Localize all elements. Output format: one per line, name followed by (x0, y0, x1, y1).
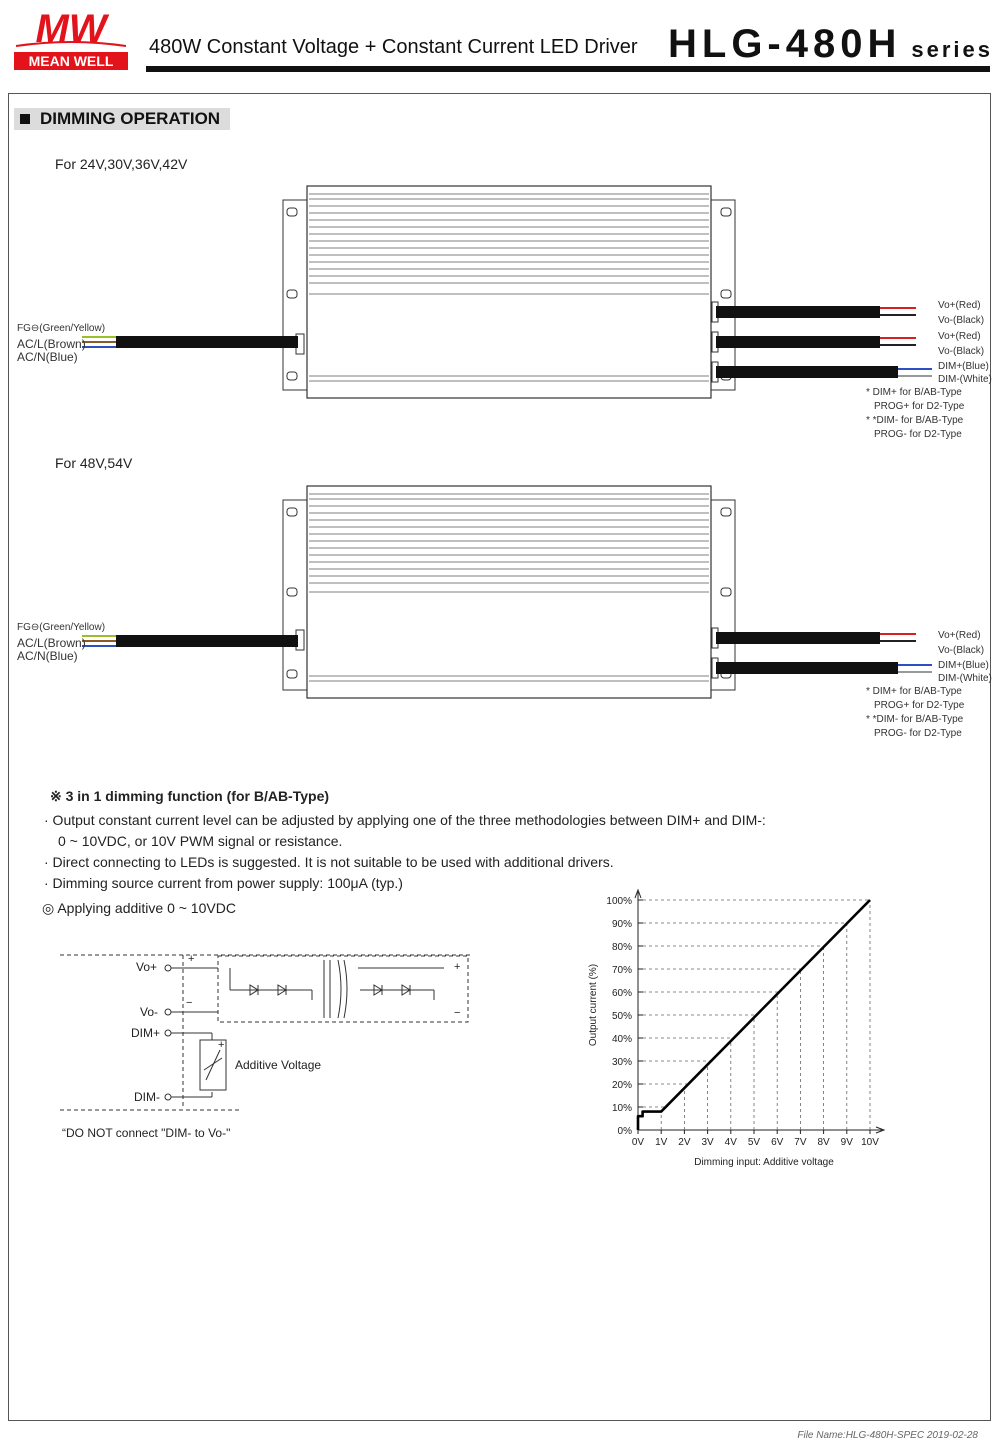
dimming-bullet-1: · Output constant current level can be adjusted by applying one of the three methodologies between DIM+ and DIM-: (44, 812, 766, 828)
diagram2-input-fg: FG⊖(Green/Yellow) (17, 622, 106, 633)
diagram2-out-3: DIM+(Blue) (938, 660, 989, 671)
diagram1-out-6: DIM-(White) (938, 374, 992, 385)
diagram1-note-2: PROG+ for D2-Type (874, 401, 965, 412)
diagram1-out-1: Vo+(Red) (938, 300, 981, 311)
x-tick-label: 6V (771, 1137, 784, 1148)
x-tick-label: 0V (631, 1137, 645, 1148)
x-tick-label: 3V (701, 1137, 714, 1148)
diagram1-note-4: PROG- for D2-Type (874, 429, 962, 440)
section-bullet-icon (20, 114, 30, 124)
x-tick-label: 2V (678, 1137, 691, 1148)
circuit-minus-1: − (186, 997, 193, 1009)
model-title (668, 22, 993, 67)
product-subtitle: 480W Constant Voltage + Constant Current LED Driver (149, 36, 638, 58)
diagram2-caption: For 48V,54V (55, 455, 133, 471)
diagram2-input-acl: AC/L(Brown) (17, 636, 86, 650)
diagram2-out-2: Vo-(Black) (938, 645, 985, 656)
logo-letters: MW (35, 7, 107, 51)
dimming-mode: ◎ Applying additive 0 ~ 10VDC (42, 900, 236, 916)
dimming-bullet-3: · Dimming source current from power supply: 100μA (typ.) (44, 875, 403, 891)
diagram1-out-4: Vo-(Black) (938, 346, 985, 357)
dimming-circuit (0, 940, 480, 1120)
y-tick-label: 20% (611, 1080, 632, 1091)
y-tick-label: 30% (611, 1057, 632, 1068)
x-tick-label: 5V (747, 1137, 761, 1148)
y-tick-label: 70% (611, 965, 632, 976)
circuit-plus-3: + (218, 1039, 225, 1051)
diagram2-note-1: * DIM+ for B/AB-Type (866, 686, 962, 697)
dimming-heading: ※ 3 in 1 dimming function (for B/AB-Type) (50, 788, 330, 804)
x-tick-label: 1V (655, 1137, 668, 1148)
diagram1-note-3: * *DIM- for B/AB-Type (866, 415, 964, 426)
additive-voltage-label: Additive Voltage (235, 1058, 322, 1072)
model-name: HLG-480H (668, 22, 902, 66)
y-tick-label: 50% (611, 1011, 632, 1022)
x-tick-label: 4V (724, 1137, 737, 1148)
mean-well-logo (10, 6, 132, 72)
x-axis-label: Dimming input: Additive voltage (694, 1157, 834, 1168)
section-heading (14, 108, 230, 130)
circuit-warning: “DO NOT connect "DIM- to Vo-" (62, 1126, 231, 1140)
diagram1-caption: For 24V,30V,36V,42V (55, 156, 188, 172)
diagram1-input-acl: AC/L(Brown) (17, 337, 86, 351)
diagram2-note-3: * *DIM- for B/AB-Type (866, 714, 964, 725)
diagram1-out-5: DIM+(Blue) (938, 361, 989, 372)
x-tick-label: 7V (794, 1137, 807, 1148)
y-tick-label: 100% (606, 896, 632, 907)
driver-drawing-2 (0, 478, 1000, 708)
dimming-bullet-2: · Direct connecting to LEDs is suggested. It is not suitable to be used with additional drivers. (44, 854, 614, 870)
diagram1-out-3: Vo+(Red) (938, 331, 981, 342)
pin-dim-minus: DIM- (134, 1090, 160, 1104)
file-footer: File Name:HLG-480H-SPEC 2019-02-28 (797, 1430, 978, 1441)
x-tick-label: 10V (861, 1137, 879, 1148)
model-series: series (911, 37, 994, 62)
pin-vo-plus: Vo+ (136, 960, 158, 974)
y-tick-label: 60% (611, 988, 632, 999)
section-title: DIMMING OPERATION (40, 109, 221, 128)
pin-dim-plus: DIM+ (131, 1026, 161, 1040)
diagram1-input-fg: FG⊖(Green/Yellow) (17, 323, 106, 334)
diagram2-input-acn: AC/N(Blue) (17, 649, 78, 663)
diagram1-out-2: Vo-(Black) (938, 315, 985, 326)
brand-name: MEAN WELL (28, 53, 114, 69)
dimming-curve-chart (580, 885, 900, 1175)
circuit-minus-2: − (454, 1007, 461, 1019)
y-tick-label: 90% (611, 919, 632, 930)
driver-drawing-1 (0, 180, 1000, 410)
header-rule (146, 66, 990, 72)
diagram2-out-1: Vo+(Red) (938, 630, 981, 641)
circuit-plus-1: + (188, 953, 195, 965)
y-axis-label: Output current (%) (588, 963, 599, 1047)
y-tick-label: 10% (611, 1103, 632, 1114)
diagram2-note-4: PROG- for D2-Type (874, 728, 962, 739)
y-tick-label: 40% (611, 1034, 632, 1045)
diagram2-out-4: DIM-(White) (938, 673, 992, 684)
pin-vo-minus: Vo- (140, 1005, 159, 1019)
y-tick-label: 0% (617, 1126, 632, 1137)
diagram2-note-2: PROG+ for D2-Type (874, 700, 965, 711)
y-tick-label: 80% (611, 942, 632, 953)
x-tick-label: 9V (840, 1137, 853, 1148)
logo-graphic (10, 6, 132, 72)
diagram1-input-acn: AC/N(Blue) (17, 350, 78, 364)
diagram1-note-1: * DIM+ for B/AB-Type (866, 387, 962, 398)
circuit-plus-2: + (454, 961, 461, 973)
dimming-bullet-1b: 0 ~ 10VDC, or 10V PWM signal or resistance. (58, 833, 343, 849)
x-tick-label: 8V (817, 1137, 830, 1148)
